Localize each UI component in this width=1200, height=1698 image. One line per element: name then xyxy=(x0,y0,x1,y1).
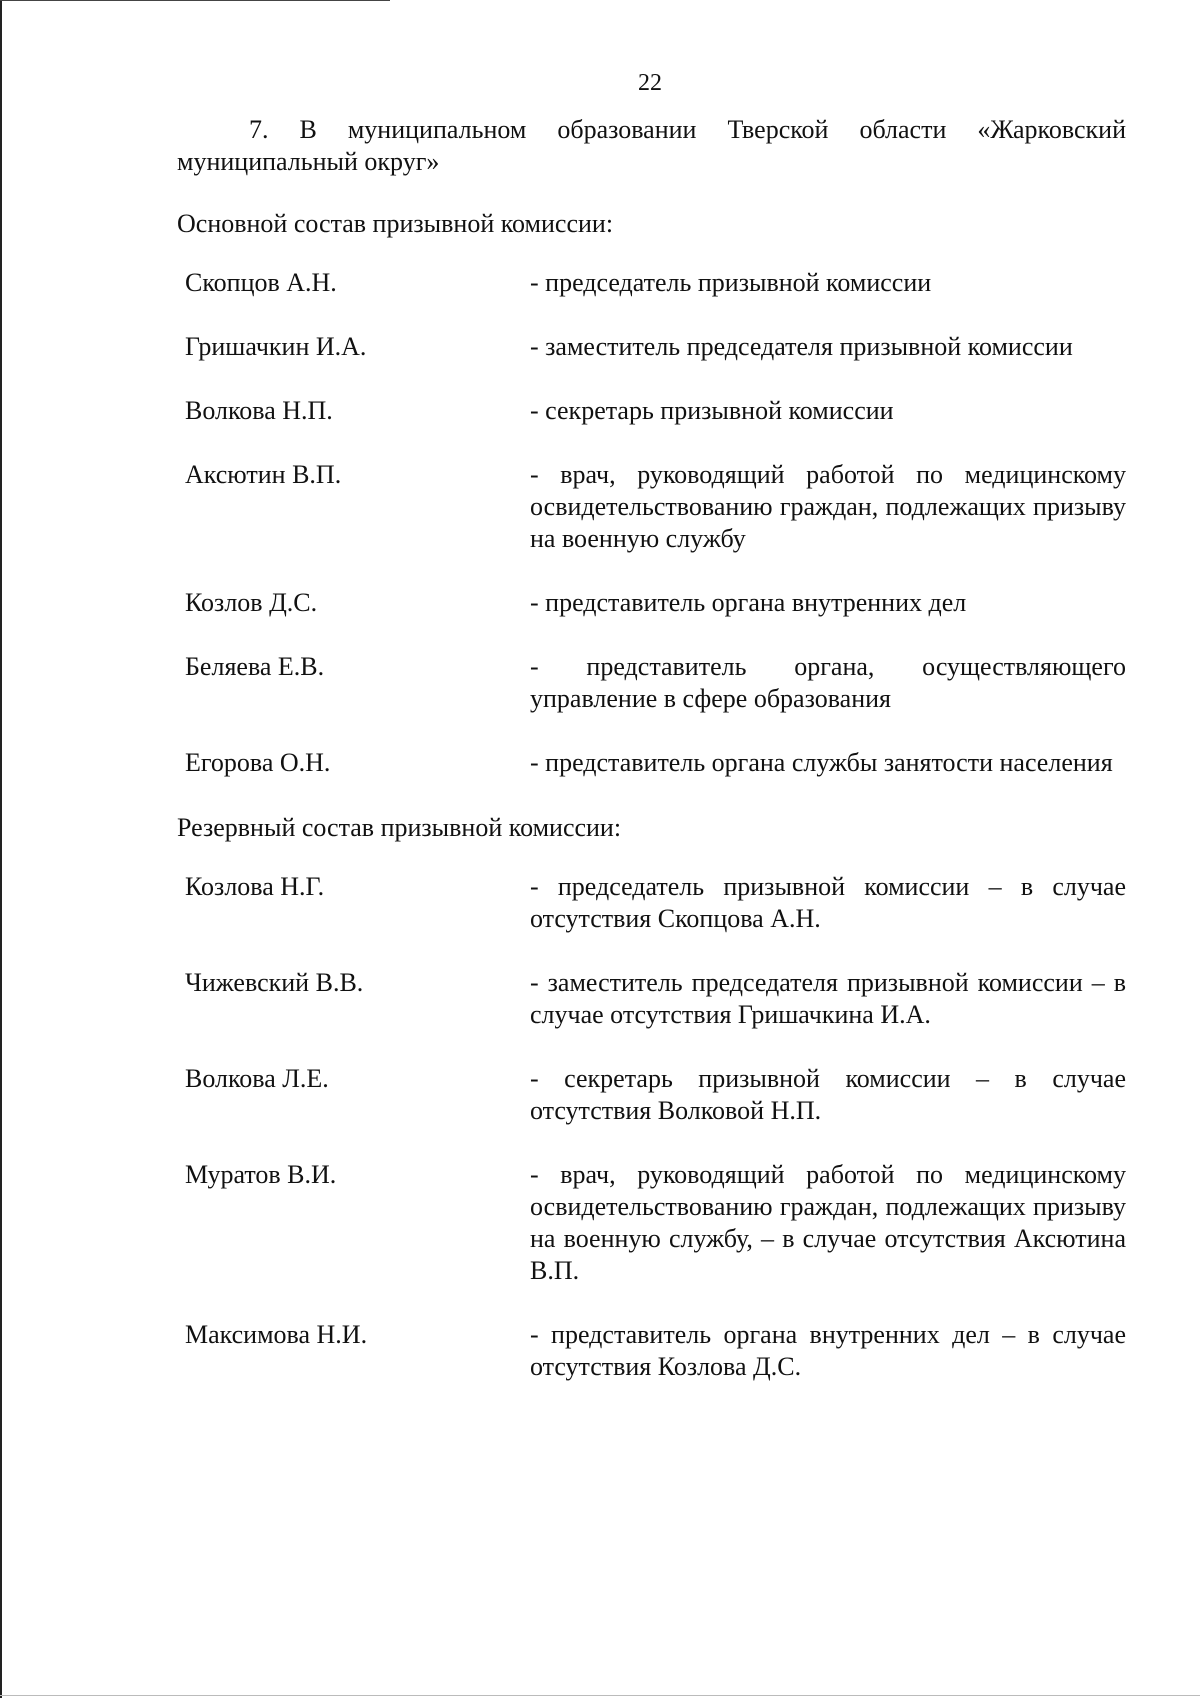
member-role: - секретарь призывной комиссии xyxy=(530,396,894,425)
member-name: Егорова О.Н. xyxy=(185,748,331,777)
member-name: Гришачкин И.А. xyxy=(185,332,367,361)
member-row xyxy=(177,459,1126,555)
member-row xyxy=(177,587,1126,619)
member-row xyxy=(177,395,1126,427)
main-member-list xyxy=(177,267,1126,779)
member-row xyxy=(177,1063,1126,1127)
reserve-member-list xyxy=(177,871,1126,1383)
member-row xyxy=(177,1159,1126,1287)
main-section-title: Основной состав призывной комиссии: xyxy=(177,209,614,238)
member-name: Чижевский В.В. xyxy=(185,968,364,997)
member-name: Козлов Д.С. xyxy=(185,588,318,617)
scan-bottom-border xyxy=(0,1695,1200,1696)
member-role: - представитель органа службы занятости населения xyxy=(530,748,1113,777)
member-row xyxy=(177,267,1126,299)
member-name: Козлова Н.Г. xyxy=(185,872,325,901)
member-name: Аксютин В.П. xyxy=(185,460,342,489)
member-row xyxy=(177,1319,1126,1383)
member-name: Волкова Л.Е. xyxy=(185,1064,329,1093)
page-number: 22 xyxy=(638,70,662,96)
member-role: - заместитель председателя призывной комиссии xyxy=(530,332,1073,361)
scan-left-border xyxy=(0,0,2,1698)
document-body xyxy=(177,114,1126,1383)
member-role: - секретарь призывной комиссии – в случае отсутствия Волковой Н.П. xyxy=(530,1064,1126,1125)
member-role: - врач, руководящий работой по медицинскому освидетельствованию граждан, подлежащих призыву на военную службу, – в случае отсутствия Аксютина В.П. xyxy=(530,1160,1126,1285)
member-role: - председатель призывной комиссии xyxy=(530,268,932,297)
member-row xyxy=(177,331,1126,363)
member-row xyxy=(177,871,1126,935)
member-name: Максимова Н.И. xyxy=(185,1320,368,1349)
member-row xyxy=(177,747,1126,779)
member-role: - заместитель председателя призывной комиссии – в случае отсутствия Гришачкина И.А. xyxy=(530,968,1126,1029)
member-role: - представитель органа, осуществляющего управление в сфере образования xyxy=(530,652,1126,713)
reserve-section-title: Резервный состав призывной комиссии: xyxy=(177,813,622,842)
member-role: - врач, руководящий работой по медицинскому освидетельствованию граждан, подлежащих призыву на военную службу xyxy=(530,460,1126,553)
member-name: Скопцов А.Н. xyxy=(185,268,337,297)
member-name: Волкова Н.П. xyxy=(185,396,333,425)
member-role: - председатель призывной комиссии – в случае отсутствия Скопцова А.Н. xyxy=(530,872,1126,933)
member-role: - представитель органа внутренних дел – в случае отсутствия Козлова Д.С. xyxy=(530,1320,1126,1381)
member-row xyxy=(177,967,1126,1031)
member-name: Беляева Е.В. xyxy=(185,652,325,681)
municipality-heading: 7. В муниципальном образовании Тверской области «Жарковский муниципальный округ» xyxy=(177,115,1126,176)
scan-top-border xyxy=(0,0,390,1)
member-name: Муратов В.И. xyxy=(185,1160,337,1189)
member-row xyxy=(177,651,1126,715)
member-role: - представитель органа внутренних дел xyxy=(530,588,967,617)
